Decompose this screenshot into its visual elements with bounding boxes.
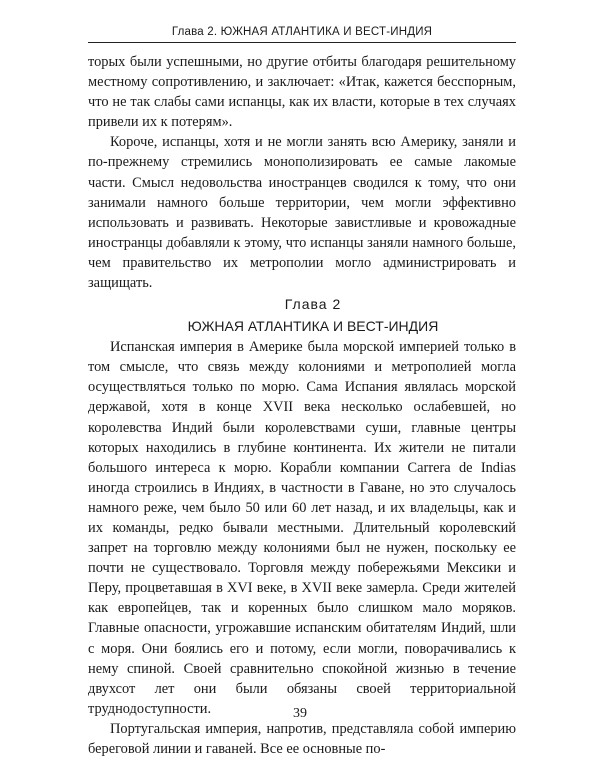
paragraph: Португальская империя, напротив, представляла собой империю береговой линии и гаваней. Все ее основные по- xyxy=(88,720,516,757)
paragraph: Короче, испанцы, хотя и не могли занять всю Америку, заняли и по-прежнему стремились монополизировать ее самые лакомые части. Смысл недовольства иностранцев сводился к тому, что они занимали намного больше территории, чем могли эффективно использовать и развивать. Некоторые завистливые и кровожадные иностранцы добавляли к этому, что испанцы заняли намного больше, чем правительство их метрополии могло администрировать и защищать. xyxy=(88,134,516,292)
paragraph: торых были успешными, но другие отбиты благодаря решительному местному сопротивлению, и заключает: «Итак, кажется бесспорным, что не так слабы сами испанцы, как их власти, которые в тех случаях привели их к потерям». xyxy=(88,54,516,131)
body-text xyxy=(88,52,516,759)
chapter-title: ЮЖНАЯ АТЛАНТИКА И ВЕСТ-ИНДИЯ xyxy=(187,318,439,335)
page-number: 39 xyxy=(293,706,307,721)
running-header: Глава 2. ЮЖНАЯ АТЛАНТИКА И ВЕСТ-ИНДИЯ xyxy=(88,26,516,43)
chapter-number: Глава 2 xyxy=(284,296,342,313)
paragraph: Испанская империя в Америке была морской империей только в том смысле, что связь между колониями и метрополией могла осуществляться только по морю. Сама Испания являлась морской державой, хотя в конце XVII века несколько ослабевшей, но королевства Индий были королевствами суши, главные центры которых находились в глубине континента. Их жители не питали большого интереса к морю. Корабли компании Carrera de Indias иногда строились в Индиях, в частности в Гаване, но это случалось намного реже, чем было 50 или 60 лет назад, и их владельцы, как и их команды, редко бывали местными. Длительный королевский запрет на торговлю между колониями был не нужен, поскольку ее почти не существовало. Торговля между побережьями Мексики и Перу, процветавшая в XVI веке, в XVII веке замерла. Среди жителей как европейцев, так и коренных было слишком мало моряков. Главные опасности, угрожавшие испанским обитателям Индий, шли с моря. Они боялись его и потому, если могли, поворачивались к нему спиной. Своей сравнительно спокойной жизнью в течение двухсот лет они были обязаны своей территориальной труднодоступности. xyxy=(88,339,516,717)
